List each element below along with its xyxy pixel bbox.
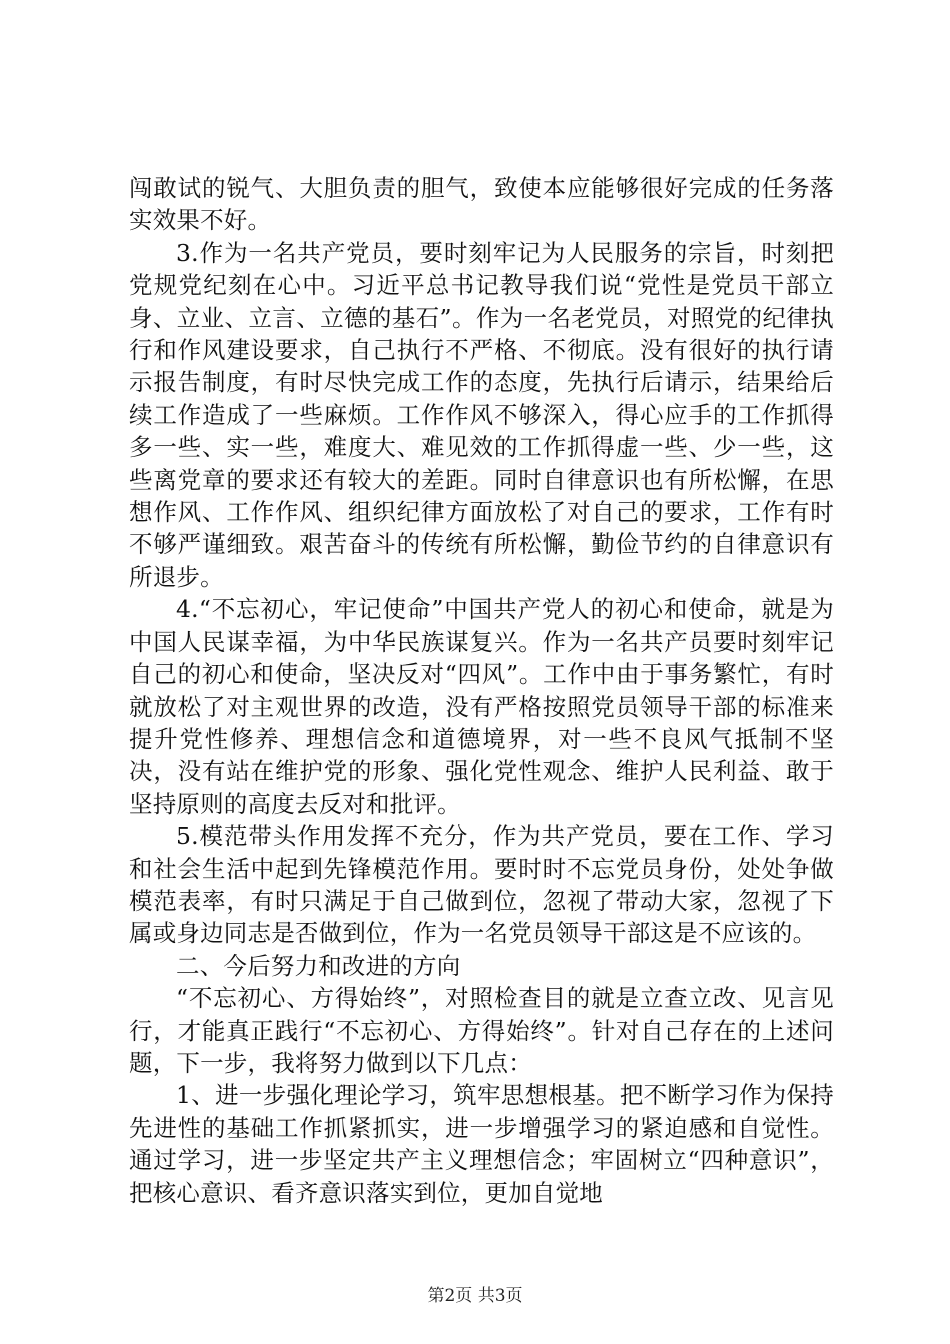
section-heading: 二、今后努力和改进的方向 (176, 951, 461, 980)
paragraph-item-4: 4.“不忘初心，牢记使命”中国共产党人的初心和使命，就是为中国人民谋幸福，为中华民族谋复兴。作为一名共产员要时刻牢记自己的初心和使命，坚决反对“四风”。工作中由于事务繁忙，有时就放松了对主观世界的改造，没有严格按照党员领导干部的标准来提升党性修养、理想信念和道德境界，对一些不良风气抵制不坚决，没有站在维护党的形象、强化党性观念、维护人民利益、敢于坚持原则的高度去反对和批评。 (129, 595, 834, 818)
paragraph-continuation: 闯敢试的锐气、大胆负责的胆气，致使本应能够很好完成的任务落实效果不好。 (129, 174, 834, 235)
document-body (129, 172, 834, 1209)
paragraph-intro: “不忘初心、方得始终”，对照检查目的就是立查立改、见言见行，才能真正践行“不忘初心、方得始终”。针对自己存在的上述问题，下一步，我将努力做到以下几点： (129, 984, 834, 1077)
page-footer: 第2页 共3页 (427, 1286, 523, 1306)
paragraph-point-1: 1、进一步强化理论学习，筑牢思想根基。把不断学习作为保持先进性的基础工作抓紧抓实，进一步增强学习的紧迫感和自觉性。通过学习，进一步坚定共产主义理想信念；牢固树立“四种意识”，把核心意识、看齐意识落实到位，更加自觉地 (129, 1081, 834, 1207)
paragraph-item-3: 3.作为一名共产党员，要时刻牢记为人民服务的宗旨，时刻把党规党纪刻在心中。习近平总书记教导我们说“党性是党员干部立身、立业、立言、立德的基石”。作为一名老党员，对照党的纪律执行和作风建设要求，自己执行不严格、不彻底。没有很好的执行请示报告制度，有时尽快完成工作的态度，先执行后请示，结果给后续工作造成了一些麻烦。工作作风不够深入，得心应手的工作抓得多一些、实一些，难度大、难见效的工作抓得虚一些、少一些，这些离党章的要求还有较大的差距。同时自律意识也有所松懈，在思想作风、工作作风、组织纪律方面放松了对自己的要求，工作有时不够严谨细致。艰苦奋斗的传统有所松懈，勤俭节约的自律意识有所退步。 (129, 238, 834, 591)
paragraph-item-5: 5.模范带头作用发挥不充分，作为共产党员，要在工作、学习和社会生活中起到先锋模范作用。要时时不忘党员身份，处处争做模范表率，有时只满足于自己做到位，忽视了带动大家，忽视了下属或身边同志是否做到位，作为一名党员领导干部这是不应该的。 (129, 822, 834, 948)
